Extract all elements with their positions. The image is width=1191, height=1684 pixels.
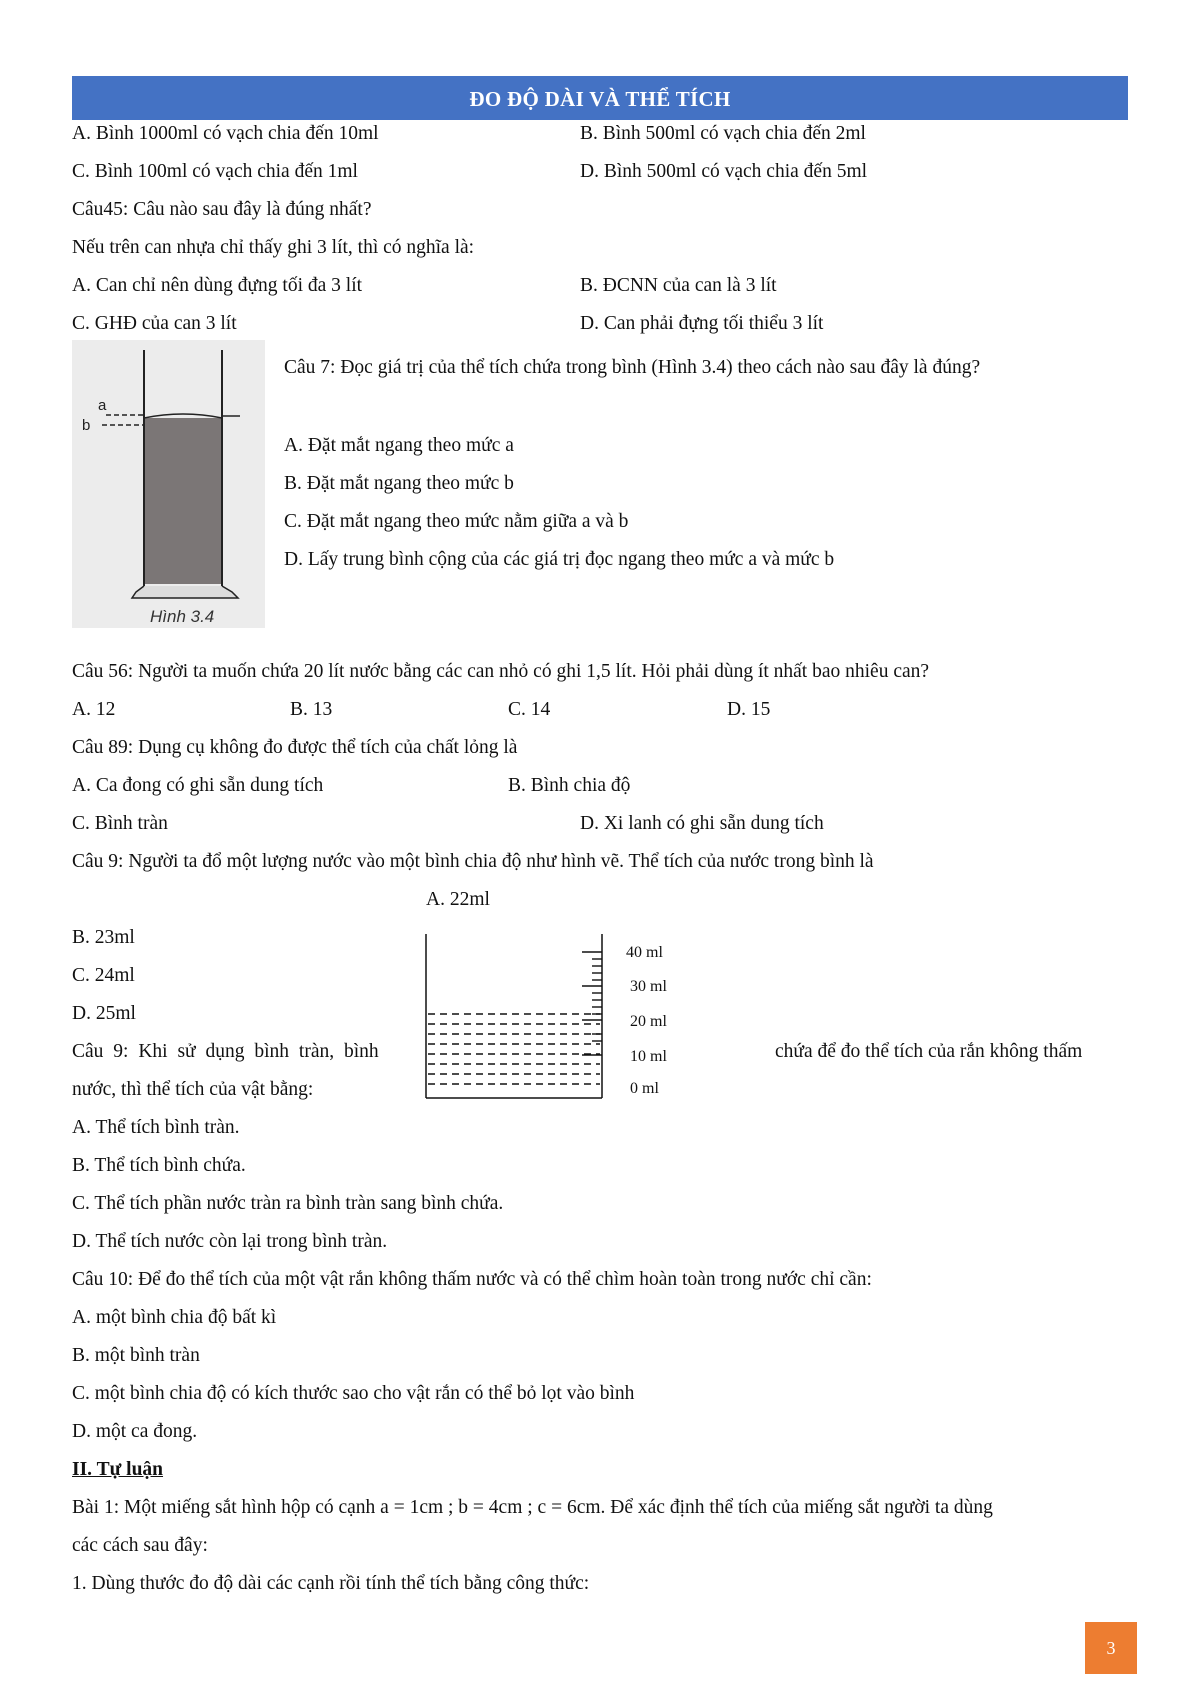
tick-label-0: 0 ml (630, 1080, 659, 1097)
option-d: D. 25ml (72, 1003, 136, 1024)
option-a: A. Đặt mắt ngang theo mức a (284, 435, 514, 456)
option-b: B. Thể tích bình chứa. (72, 1155, 246, 1176)
option-d: D. Bình 500ml có vạch chia đến 5ml (580, 161, 868, 182)
cylinder-drawing (420, 930, 630, 1105)
option-d: D. 15 (727, 699, 771, 720)
option-c: C. 24ml (72, 965, 135, 986)
essay-problem-1-cont: các cách sau đây: (72, 1535, 208, 1556)
page-number: 3 (1085, 1622, 1137, 1674)
question-45-stem: Nếu trên can nhựa chỉ thấy ghi 3 lít, thì có nghĩa là: (72, 237, 475, 258)
figure-3-4 (72, 340, 265, 628)
option-b: B. Đặt mắt ngang theo mức b (284, 473, 514, 494)
question-9-overflow-line2: nước, thì thể tích của vật bằng: (72, 1079, 314, 1100)
level-a-label: a (98, 397, 107, 414)
tick-label-30: 30 ml (630, 978, 667, 995)
graduated-cylinder-figure (420, 930, 720, 1105)
option-d: D. một ca đong. (72, 1421, 198, 1442)
option-a: A. Thể tích bình tràn. (72, 1117, 240, 1138)
question-9-overflow-cont: chứa để đo thể tích của rắn không thấm (775, 1041, 1083, 1062)
option-c: C. GHĐ của can 3 lít (72, 313, 237, 334)
option-d: D. Can phải đựng tối thiểu 3 lít (580, 313, 824, 334)
option-c: C. Thể tích phần nước tràn ra bình tràn sang bình chứa. (72, 1193, 504, 1214)
option-d: D. Xi lanh có ghi sẵn dung tích (580, 813, 824, 834)
question-7: Câu 7: Đọc giá trị của thể tích chứa trong bình (Hình 3.4) theo cách nào sau đây là đúng? (284, 357, 981, 378)
option-b: B. Bình 500ml có vạch chia đến 2ml (580, 123, 866, 144)
option-c: C. Bình tràn (72, 813, 168, 834)
option-c: C. một bình chia độ có kích thước sao cho vật rắn có thể bỏ lọt vào bình (72, 1383, 635, 1404)
essay-heading: II. Tự luận (72, 1459, 164, 1480)
option-a: A. Bình 1000ml có vạch chia đến 10ml (72, 123, 379, 144)
option-a: A. Can chỉ nên dùng đựng tối đa 3 lít (72, 275, 363, 296)
section-title-bar: ĐO ĐỘ DÀI VÀ THỂ TÍCH (72, 76, 1128, 120)
question-9-cylinder: Câu 9: Người ta đổ một lượng nước vào một bình chia độ như hình vẽ. Thể tích của nước trong bình là (72, 851, 874, 872)
option-c: C. 14 (508, 699, 551, 720)
option-b: B. ĐCNN của can là 3 lít (580, 275, 777, 296)
option-b: B. 23ml (72, 927, 135, 948)
option-b: B. Bình chia độ (508, 775, 631, 796)
option-a: A. Ca đong có ghi sẵn dung tích (72, 775, 324, 796)
option-d: D. Lấy trung bình cộng của các giá trị đọc ngang theo mức a và mức b (284, 549, 835, 570)
essay-problem-1: Bài 1: Một miếng sắt hình hộp có cạnh a = 1cm ; b = 4cm ; c = 6cm. Để xác định thể tích của miếng sắt người ta dùng (72, 1497, 993, 1518)
question-56: Câu 56: Người ta muốn chứa 20 lít nước bằng các can nhỏ có ghi 1,5 lít. Hỏi phải dùng ít nhất bao nhiêu can? (72, 661, 930, 682)
figure-caption: Hình 3.4 (150, 607, 215, 626)
option-a: A. một bình chia độ bất kì (72, 1307, 277, 1328)
question-89: Câu 89: Dụng cụ không đo được thể tích của chất lỏng là (72, 737, 518, 758)
option-a: A. 12 (72, 699, 116, 720)
option-d: D. Thể tích nước còn lại trong bình tràn. (72, 1231, 388, 1252)
option-a: A. 22ml (426, 889, 490, 910)
tick-label-40: 40 ml (626, 944, 663, 961)
level-b-label: b (82, 417, 91, 434)
question-10: Câu 10: Để đo thể tích của một vật rắn không thấm nước và có thể chìm hoàn toàn trong nước chỉ cần: (72, 1269, 872, 1290)
question-45: Câu45: Câu nào sau đây là đúng nhất? (72, 199, 372, 220)
question-9-overflow: Câu 9: Khi sử dụng bình tràn, bình (72, 1041, 379, 1062)
tick-label-20: 20 ml (630, 1013, 667, 1030)
option-b: B. một bình tràn (72, 1345, 200, 1366)
graduated-cylinder-illustration (72, 340, 265, 628)
tick-label-10: 10 ml (630, 1048, 667, 1065)
essay-method-1: 1. Dùng thước đo độ dài các cạnh rồi tính thể tích bằng công thức: (72, 1573, 590, 1594)
option-c: C. Đặt mắt ngang theo mức nằm giữa a và b (284, 511, 629, 532)
option-b: B. 13 (290, 699, 333, 720)
option-c: C. Bình 100ml có vạch chia đến 1ml (72, 161, 358, 182)
